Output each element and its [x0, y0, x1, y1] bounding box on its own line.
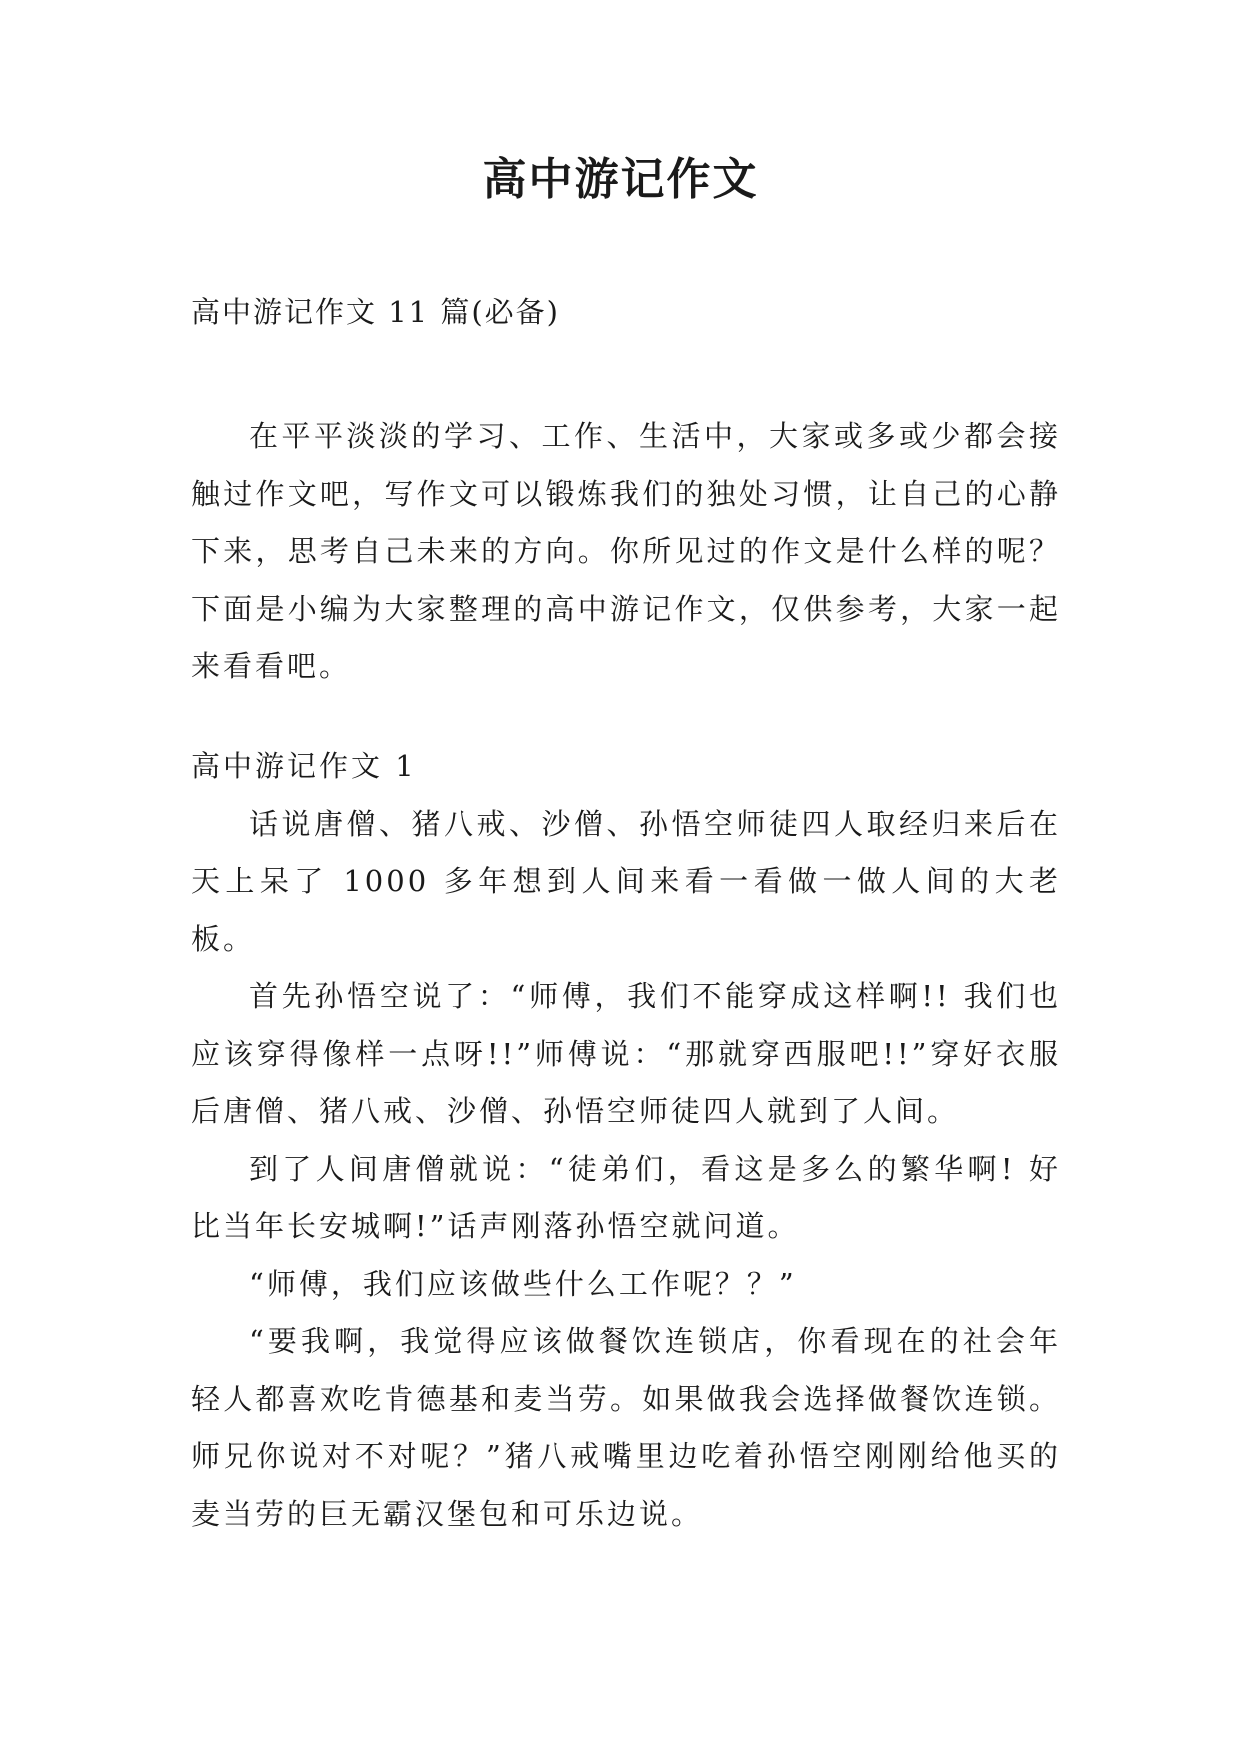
intro-block [191, 408, 1061, 696]
story-paragraph-4: “师傅，我们应该做些什么工作呢？？” [249, 1266, 797, 1301]
document-title: 高中游记作文 [482, 154, 759, 205]
story-paragraph-1: 话说唐僧、猪八戒、沙僧、孙悟空师徒四人取经归来后在天上呆了 1000 多年想到人间来看一看做一做人间的大老板。 [191, 806, 1061, 956]
story-block [191, 738, 1061, 1543]
story-paragraph-2: 首先孙悟空说了：“师傅，我们不能穿成这样啊!! 我们也应该穿得像样一点呀!!”师傅说：“那就穿西服吧!!”穿好衣服后唐僧、猪八戒、沙僧、孙悟空师徒四人就到了人间。 [191, 979, 1061, 1128]
story-paragraph-3: 到了人间唐僧就说：“徒弟们，看这是多么的繁华啊! 好比当年长安城啊!”话声刚落孙悟空就问道。 [191, 1151, 1061, 1243]
document-subtitle: 高中游记作文 11 篇(必备) [191, 295, 560, 329]
section-heading: 高中游记作文 1 [191, 749, 417, 783]
intro-paragraph: 在平平淡淡的学习、工作、生活中，大家或多或少都会接触过作文吧，写作文可以锻炼我们的独处习惯，让自己的心静下来，思考自己未来的方向。你所见过的作文是什么样的呢？下面是小编为大家整理的高中游记作文，仅供参考，大家一起来看看吧。 [191, 419, 1061, 683]
story-paragraph-5: “要我啊，我觉得应该做餐饮连锁店，你看现在的社会年轻人都喜欢吃肯德基和麦当劳。如果做我会选择做餐饮连锁。师兄你说对不对呢？”猪八戒嘴里边吃着孙悟空刚刚给他买的麦当劳的巨无霸汉堡包和可乐边说。 [191, 1324, 1061, 1531]
